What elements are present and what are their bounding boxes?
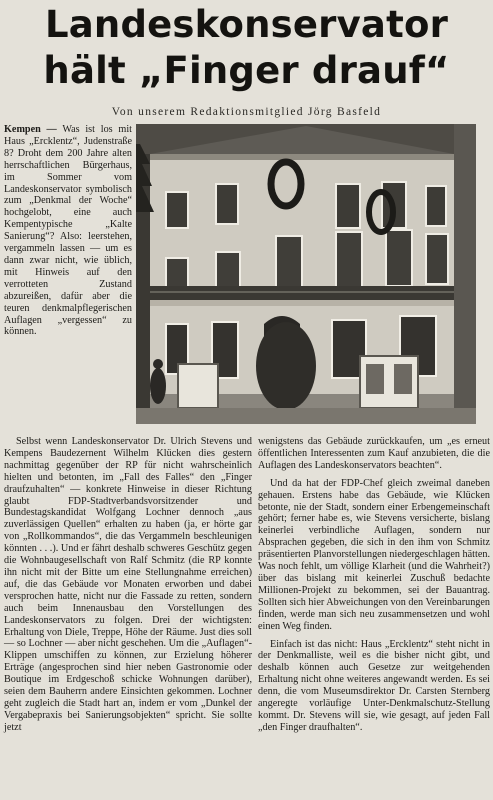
left-paragraph: Selbst wenn Landeskonservator Dr. Ulrich Stevens und Kempens Baudezernent Wilhelm Klücken dies gestern nachmittag gegenüber der RP für nicht wahrscheinlich hielten und betonten, im „Fall des Falles“ den „Finger draufzuhalten“ — konkrete Hinweise in dieser Richtung glaubt FDP-Stadtverbandsvorsitzender und Bundestagskandidat Wolfgang Lochner dennoch „aus zuverlässigen Quellen“ erhalten zu haben (ja, er hörte gar von „Rollkommandos“, die das Vergammeln beschleunigen könnten . . .). Und er fährt deshalb schweres Geschütz gegen die Wohnbaugesellschaft von Ralf Schmitz (die RP konnte ihn nicht mit der Bitte um eine Stellungnahme erreichen) auf, die das Gebäude vor Monaten erworben und dabei versprochen hatte, nicht nur die Fassade zu retten, sondern auch beim Innenausbau den Vorstellungen des Landeskonservators zu folgen. Drei der wichtigsten: Erhaltung von Diele, Treppe, Höhe der Räume. Just dies soll — so Lochner — aber nicht geschehen. Um die „Auflagen“-Klippen umschiffen zu können, zur Erzielung höherer Erträge (angesprochen sind hier neben Gastronomie oder Boutique im Erdgeschoß schicke Wohnungen darüber), seien dem Bauherrn andere Einsichten gekommen. Lochner geht zugleich die Stadt hart an, indem er vom „Dunkel der Vergabepraxis bei Sanierungsobjekten“ spricht. Sie sollte jetzt [4, 436, 252, 733]
right-paragraph-3: Einfach ist das nicht: Haus „Ercklentz“ steht nicht in der Denkmalliste, weil es die bisher nicht gibt, und deshalb können auch Gesetze zur weitgehenden Erhaltung nicht ohne weiteres angewandt werden. Es sei denn, die vom Museumsdirektor Dr. Carsten Sternberg angeregte vorläufige Unter-Denkmalschutz-Stellung kommt. Dr. Stevens will sie, wie gesagt, auf jeden Fall „den Finger draufhalten“. [258, 638, 490, 733]
byline: Von unserem Redaktionsmitglied Jörg Basfeld [111, 106, 382, 118]
right-column [258, 436, 490, 734]
right-paragraph-1: wenigstens das Gebäude zurückkaufen, um „es erneut öffentlichen Interessenten zum Kauf anzubieten, die die Auflagen des Landeskonservators beachten“. [258, 436, 490, 471]
intro-paragraph: Was ist los mit Haus „Ercklentz“, Judenstraße 8? Droht dem 200 Jahre alten herrschaftlichen Bürgerhaus, im Sommer vom Landeskonservator symbolisch zum „Denkmal der Woche“ hochgelobt, eine auch Kempentypische „Kalte Sanierung“? Also: leerstehen, vergammeln lassen — um es dann zwar nicht, wie üblich, mit Hinweis auf den verrotteten Zustand abzureißen, dafür aber die teuren denkmalpflegerischen Auflagen „vergessen“ zu können. [4, 124, 132, 338]
narrow-column [4, 124, 132, 338]
right-paragraph-2: Und da hat der FDP-Chef gleich zweimal daneben gehauen. Erstens habe das Gebäude, wie Klücken betonte, nie der Stadt, sondern einer Erbengemeinschaft gehört; ferner habe es, wie Stevens versicherte, bislang keinerlei verbindliche Auflagen, sondern nur Absprachen gegeben, die sich in den ihm von Schmitz präsentierten Planvorstellungen niedergeschlagen hätten. Was noch fehlt, um völlige Klarheit (und die Wahrheit?) über das bislang mit keinerlei Zuschuß bedachte Millionen-Projekt zu bekommen, sei der Bauantrag. Sollten sich hier Abweichungen von den Vereinbarungen finden, werde man sich neu zusammensetzen und wohl einen Weg finden. [258, 477, 490, 632]
left-column [4, 436, 252, 734]
house-photo [136, 124, 476, 424]
dateline: Kempen — [4, 124, 57, 135]
headline-line-2: hält „Finger drauf“ [43, 49, 450, 92]
headline-line-1: Landeskonservator [44, 3, 449, 46]
